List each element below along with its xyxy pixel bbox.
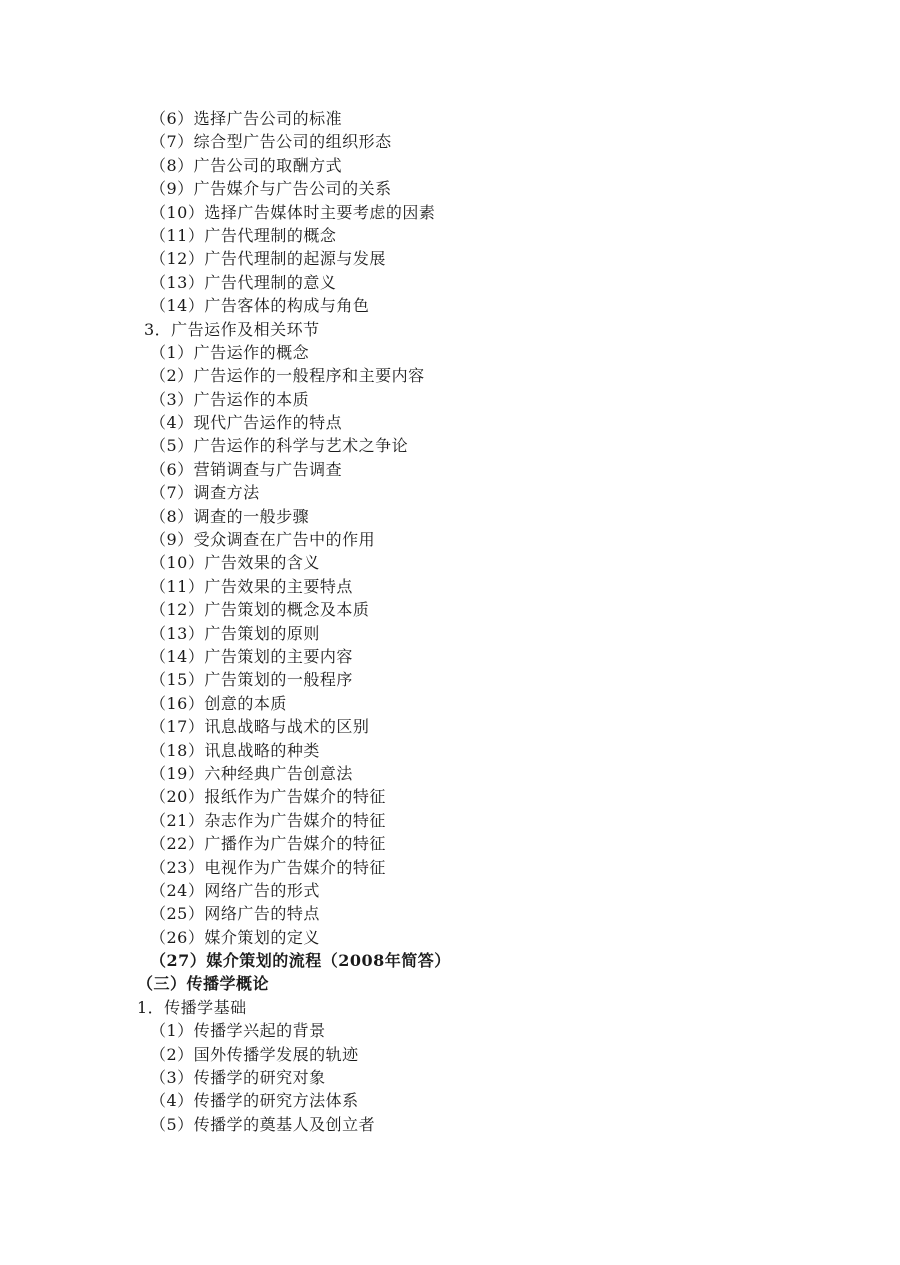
list-item: （13）广告策划的原则	[150, 623, 320, 643]
document-page	[0, 107, 900, 1136]
list-item: （16）创意的本质	[150, 693, 287, 713]
list-item: （5）传播学的奠基人及创立者	[150, 1114, 376, 1134]
list-item: （15）广告策划的一般程序	[150, 670, 353, 690]
list-item: （14）广告策划的主要内容	[150, 646, 353, 666]
list-item: （3）广告运作的本质	[150, 389, 310, 409]
list-item: （4）现代广告运作的特点	[150, 413, 343, 433]
list-item: （11）广告代理制的概念	[150, 225, 337, 245]
list-item: （14）广告客体的构成与角色	[150, 296, 370, 316]
list-item: （18）讯息战略的种类	[150, 740, 320, 760]
section-heading: 3．广告运作及相关环节	[144, 319, 320, 339]
list-item: （6）选择广告公司的标准	[150, 109, 343, 128]
list-item: （6）营销调查与广告调查	[150, 459, 343, 479]
list-item: （10）广告效果的含义	[150, 553, 320, 573]
list-item: （2）广告运作的一般程序和主要内容	[150, 366, 425, 386]
list-item: （12）广告代理制的起源与发展	[150, 249, 386, 269]
list-item: （7）综合型广告公司的组织形态	[150, 132, 392, 152]
list-item: （10）选择广告媒体时主要考虑的因素	[150, 202, 436, 222]
list-item: （25）网络广告的特点	[150, 904, 320, 924]
list-item: （5）广告运作的科学与艺术之争论	[150, 436, 409, 456]
list-item: （20）报纸作为广告媒介的特征	[150, 787, 386, 807]
chapter-heading: （三）传播学概论	[137, 974, 270, 994]
list-item: （9）受众调查在广告中的作用	[150, 530, 376, 550]
list-item-highlighted: （27）媒介策划的流程（2008年简答）	[150, 951, 451, 971]
list-item: （21）杂志作为广告媒介的特征	[150, 810, 386, 830]
list-item: （8）广告公司的取酬方式	[150, 155, 343, 175]
list-item: （4）传播学的研究方法体系	[150, 1091, 359, 1111]
list-item: （17）讯息战略与战术的区别	[150, 717, 370, 737]
list-item: （19）六种经典广告创意法	[150, 763, 353, 783]
list-item: （1）传播学兴起的背景	[150, 1021, 326, 1041]
list-item: （8）调查的一般步骤	[150, 506, 310, 526]
list-item: （12）广告策划的概念及本质	[150, 600, 370, 620]
list-item: （2）国外传播学发展的轨迹	[150, 1044, 359, 1064]
section-heading: 1．传播学基础	[137, 997, 247, 1017]
list-item: （23）电视作为广告媒介的特征	[150, 857, 386, 877]
list-item: （24）网络广告的形式	[150, 880, 320, 900]
list-item: （7）调查方法	[150, 483, 260, 503]
list-item: （26）媒介策划的定义	[150, 927, 320, 947]
list-item: （3）传播学的研究对象	[150, 1068, 326, 1088]
list-item: （22）广播作为广告媒介的特征	[150, 834, 386, 854]
list-item: （11）广告效果的主要特点	[150, 576, 353, 596]
list-item: （9）广告媒介与广告公司的关系	[150, 179, 392, 199]
list-item: （1）广告运作的概念	[150, 342, 310, 362]
list-item: （13）广告代理制的意义	[150, 272, 337, 292]
